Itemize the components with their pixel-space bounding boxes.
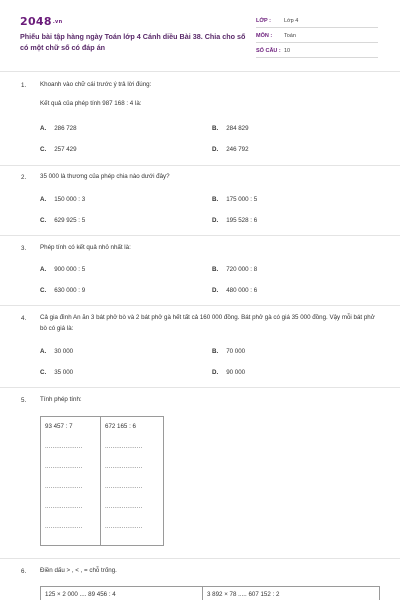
option-letter: A. bbox=[40, 266, 47, 273]
option-letter: D. bbox=[212, 369, 219, 376]
option-text: 480 000 : 6 bbox=[226, 287, 258, 294]
working-table bbox=[40, 416, 164, 546]
question-number: 1. bbox=[21, 82, 27, 89]
option-letter: C. bbox=[40, 146, 47, 153]
logo-text: 2048 bbox=[20, 15, 52, 28]
option-d[interactable] bbox=[212, 369, 245, 376]
option-letter: D. bbox=[212, 287, 219, 294]
option-text: 195 528 : 6 bbox=[226, 217, 258, 224]
option-text: 720 000 : 8 bbox=[226, 266, 258, 273]
division-cell-2: 672 165 : 6 bbox=[105, 423, 136, 430]
question-number: 6. bbox=[21, 568, 27, 575]
question-divider bbox=[0, 387, 400, 388]
question-number: 4. bbox=[21, 315, 27, 322]
option-text: 286 728 bbox=[54, 125, 77, 132]
option-letter: B. bbox=[212, 266, 219, 273]
logo-suffix: .vn bbox=[52, 19, 63, 25]
meta-label: MÔN : bbox=[256, 33, 273, 39]
option-letter: A. bbox=[40, 125, 47, 132]
answer-line[interactable]: .................... bbox=[105, 524, 143, 530]
site-logo[interactable] bbox=[20, 15, 62, 28]
meta-value: Lớp 4 bbox=[284, 18, 299, 24]
question-number: 2. bbox=[21, 174, 27, 181]
document-title: Phiếu bài tập hàng ngày Toán lớp 4 Cánh diều Bài 38. Chia cho số có một chữ số có đáp án bbox=[20, 32, 246, 52]
question-text: Tính phép tính: bbox=[40, 396, 82, 403]
question-divider bbox=[0, 558, 400, 559]
option-text: 630 000 : 9 bbox=[54, 287, 86, 294]
option-letter: D. bbox=[212, 217, 219, 224]
meta-row-count bbox=[256, 44, 378, 58]
question-number: 5. bbox=[21, 397, 27, 404]
division-cell-1: 93 457 : 7 bbox=[45, 423, 73, 430]
question-number: 3. bbox=[21, 245, 27, 252]
option-letter: D. bbox=[212, 146, 219, 153]
meta-row-subject bbox=[256, 29, 378, 43]
meta-value: 10 bbox=[284, 48, 291, 54]
answer-line[interactable]: .................... bbox=[45, 444, 83, 450]
answer-line[interactable]: .................... bbox=[105, 444, 143, 450]
answer-line[interactable]: .................... bbox=[105, 504, 143, 510]
option-text: 900 000 : 5 bbox=[54, 266, 86, 273]
table-divider bbox=[100, 417, 101, 545]
question-text: 35 000 là thương của phép chia nào dưới đây? bbox=[40, 173, 170, 180]
option-d[interactable] bbox=[212, 146, 249, 153]
option-text: 90 000 bbox=[226, 369, 246, 376]
question-divider bbox=[0, 305, 400, 306]
compare-table bbox=[40, 586, 380, 600]
answer-line[interactable]: .................... bbox=[45, 504, 83, 510]
option-a[interactable] bbox=[40, 348, 73, 355]
option-text: 257 429 bbox=[54, 146, 77, 153]
question-subtext: Kết quả của phép tính 987 168 : 4 là: bbox=[40, 100, 142, 107]
meta-label: SỐ CÂU : bbox=[256, 48, 281, 54]
option-letter: A. bbox=[40, 348, 47, 355]
option-text: 629 925 : 5 bbox=[54, 217, 86, 224]
question-text: Phép tính có kết quả nhỏ nhất là: bbox=[40, 244, 131, 251]
answer-line[interactable]: .................... bbox=[105, 464, 143, 470]
option-letter: C. bbox=[40, 287, 47, 294]
option-a[interactable] bbox=[40, 196, 85, 203]
question-text: Cả gia đình An ăn 3 bát phở bò và 2 bát phở gà hết tất cả 160 000 đồng. Bát phở gà có giá 35 000 đồng. Vậy mỗi bát phở bò có giá là: bbox=[40, 314, 375, 332]
option-letter: B. bbox=[212, 348, 219, 355]
question-text: Khoanh vào chữ cái trước ý trả lời đúng: bbox=[40, 81, 152, 88]
question-divider bbox=[0, 165, 400, 166]
option-a[interactable] bbox=[40, 125, 77, 132]
option-b[interactable] bbox=[212, 348, 245, 355]
option-a[interactable] bbox=[40, 266, 85, 273]
option-letter: A. bbox=[40, 196, 47, 203]
option-text: 175 000 : 5 bbox=[226, 196, 258, 203]
compare-cell-2[interactable]: 3 892 × 78 ..... 607 152 : 2 bbox=[207, 591, 280, 598]
option-text: 284 829 bbox=[226, 125, 249, 132]
option-text: 70 000 bbox=[226, 348, 246, 355]
question-text: Điền dấu > , < , = chỗ trống. bbox=[40, 567, 117, 574]
question-divider bbox=[0, 235, 400, 236]
option-b[interactable] bbox=[212, 266, 257, 273]
option-text: 35 000 bbox=[54, 369, 74, 376]
option-letter: C. bbox=[40, 217, 47, 224]
option-letter: B. bbox=[212, 125, 219, 132]
option-b[interactable] bbox=[212, 196, 257, 203]
option-b[interactable] bbox=[212, 125, 249, 132]
header-divider bbox=[0, 71, 400, 72]
compare-cell-1[interactable]: 125 × 2 000 .... 89 456 : 4 bbox=[45, 591, 116, 598]
option-c[interactable] bbox=[40, 287, 85, 294]
option-text: 150 000 : 3 bbox=[54, 196, 86, 203]
meta-row-class bbox=[256, 14, 378, 28]
option-letter: C. bbox=[40, 369, 47, 376]
option-text: 30 000 bbox=[54, 348, 74, 355]
answer-line[interactable]: .................... bbox=[45, 484, 83, 490]
option-c[interactable] bbox=[40, 217, 85, 224]
answer-line[interactable]: .................... bbox=[45, 524, 83, 530]
meta-value: Toán bbox=[284, 33, 296, 39]
option-c[interactable] bbox=[40, 146, 77, 153]
meta-label: LỚP : bbox=[256, 18, 271, 24]
option-text: 246 792 bbox=[226, 146, 249, 153]
table-divider bbox=[202, 587, 203, 600]
answer-line[interactable]: .................... bbox=[45, 464, 83, 470]
option-c[interactable] bbox=[40, 369, 73, 376]
answer-line[interactable]: .................... bbox=[105, 484, 143, 490]
option-d[interactable] bbox=[212, 287, 257, 294]
option-letter: B. bbox=[212, 196, 219, 203]
option-d[interactable] bbox=[212, 217, 257, 224]
